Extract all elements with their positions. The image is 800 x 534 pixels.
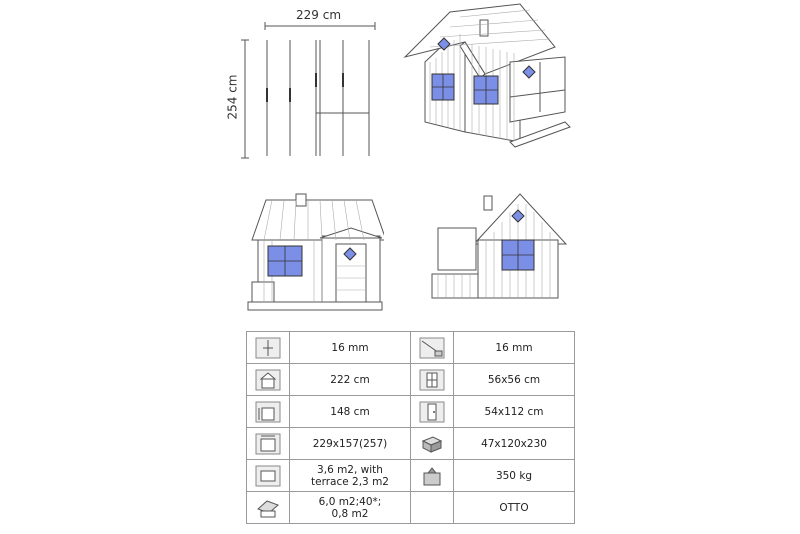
spec-row [247,428,575,460]
spec-right-value: 54x112 cm [454,396,575,428]
spec-left-value: 229x157(257) [290,428,411,460]
height-dimension-label: 254 cm [225,74,240,120]
spec-row [247,492,575,524]
house-front-view-drawing [244,192,384,314]
weight-icon [419,465,445,487]
spec-left-value: 222 cm [290,364,411,396]
spec-right-value: OTTO [454,492,575,524]
house-side-view-drawing [430,192,570,304]
spec-row [247,396,575,428]
roof-area-icon [255,497,281,519]
house-isometric-drawing [400,2,580,152]
spec-row [247,332,575,364]
spec-left-value: 16 mm [290,332,411,364]
spec-right-value: 56x56 cm [454,364,575,396]
base-size-icon [255,433,281,455]
spec-right-value: 16 mm [454,332,575,364]
wall-panels-drawing [240,18,380,163]
floor-area-icon [255,465,281,487]
spec-right-value: 47x120x230 [454,428,575,460]
spec-left-value: 3,6 m2, with terrace 2,3 m2 [290,460,411,492]
empty-icon-cell [411,492,454,524]
spec-row [247,460,575,492]
window-size-icon [419,369,445,391]
spec-table [246,331,575,524]
package-size-icon [419,433,445,455]
floor-thickness-icon [419,337,445,359]
wall-height-icon [255,401,281,423]
width-dimension-label: 229 cm [296,8,342,22]
total-height-icon [255,369,281,391]
spec-left-value: 6,0 m2;40*; 0,8 m2 [290,492,411,524]
spec-row [247,364,575,396]
spec-left-value: 148 cm [290,396,411,428]
wall-thickness-icon [255,337,281,359]
door-size-icon [419,401,445,423]
spec-right-value: 350 kg [454,460,575,492]
